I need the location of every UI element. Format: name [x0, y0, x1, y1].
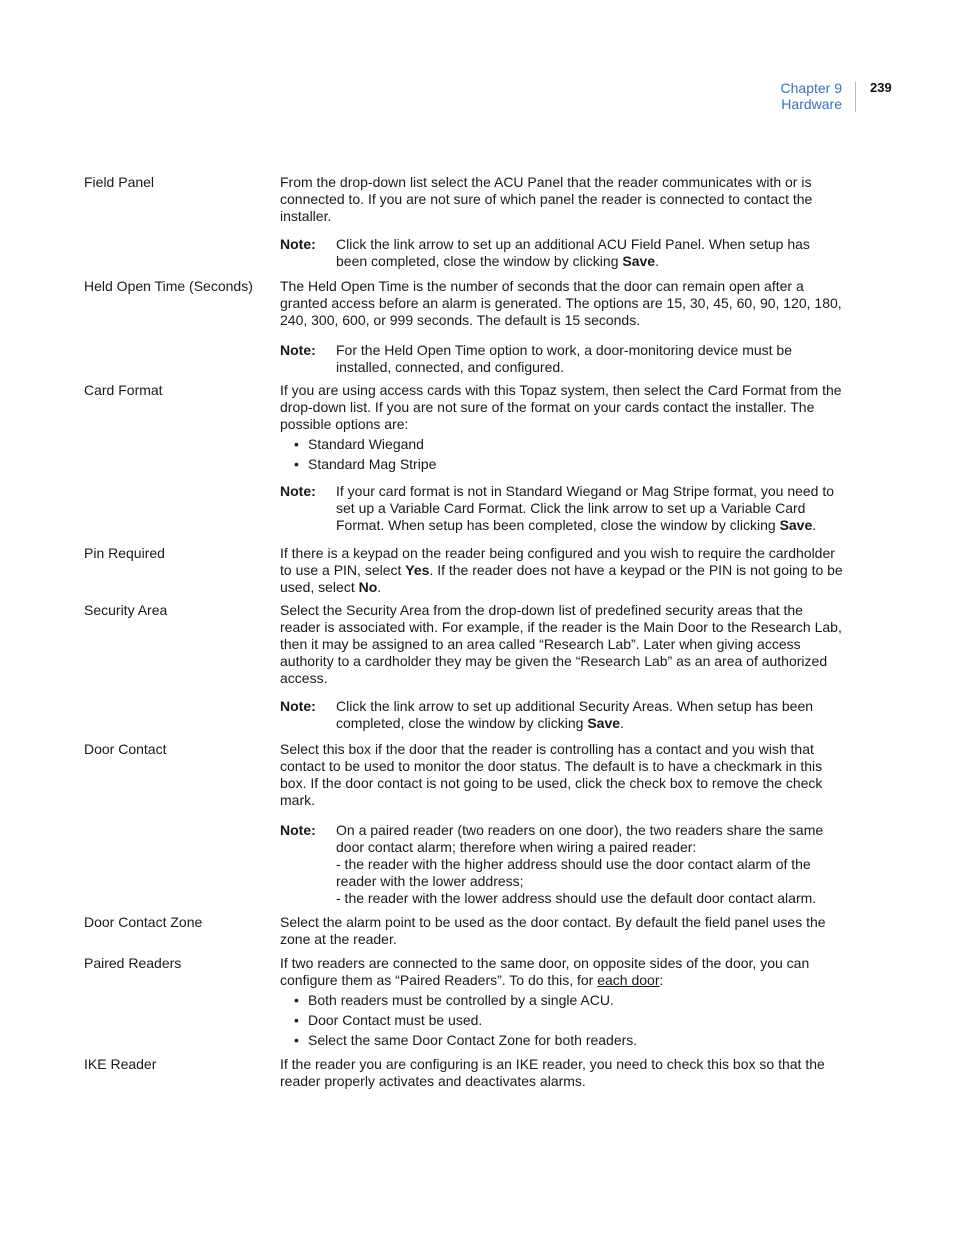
note	[280, 236, 844, 270]
yes-emphasis: Yes	[405, 562, 430, 578]
note-body: If your card format is not in Standard Wiegand or Mag Stripe format, you need to set up a Variable Card Format. Click the link arrow to set up a Variable Card Format. When setup has been completed, close the window by clicking	[336, 483, 835, 533]
row-held-open-time	[84, 278, 844, 376]
each-door-emphasis: each door	[597, 972, 660, 988]
row-ike-reader	[84, 1056, 844, 1090]
desc-field-panel	[280, 174, 844, 270]
row-card-format	[84, 382, 844, 534]
desc-text: The Held Open Time is the number of seconds that the door can remain open after a granted access before an alarm is generated. The options are 15, 30, 45, 60, 90, 120, 180, 240, 300, 600, or 999 seconds. The default is 15 seconds.	[280, 278, 842, 328]
note-body: Click the link arrow to set up additional Security Areas. When setup has been completed, close the window by clicking	[336, 698, 814, 731]
desc-text	[280, 955, 844, 989]
desc-text: Select this box if the door that the reader is controlling has a contact and you wish that contact to be used to monitor the door status. The default is to have a checkmark in this box. If the door contact is not going to be used, click the check box to remove the check mark.	[280, 741, 823, 808]
row-door-contact	[84, 741, 844, 907]
desc-ike-reader	[280, 1056, 844, 1090]
desc-door-contact-zone	[280, 914, 844, 948]
desc-paired-readers	[280, 955, 844, 1049]
note-text	[336, 483, 844, 534]
list-item: • Door Contact must be used.	[280, 1012, 844, 1029]
note-label: Note:	[280, 236, 316, 252]
note-end: .	[812, 517, 817, 533]
row-door-contact-zone	[84, 914, 844, 948]
desc-text: If the reader you are configuring is an IKE reader, you need to check this box so that the reader properly activates and deactivates alarms.	[280, 1056, 825, 1089]
note-text	[336, 698, 844, 732]
note	[280, 822, 844, 907]
row-security-area	[84, 602, 844, 732]
term-paired-readers: Paired Readers	[84, 955, 182, 971]
desc-part: If two readers are connected to the same door, on opposite sides of the door, you can configure them as “Paired Readers”. To do this, for	[280, 955, 810, 988]
note-label: Note:	[280, 342, 316, 358]
desc-text: If you are using access cards with this Topaz system, then select the Card Format from the drop-down list. If you are not sure of the format on your cards contact the installer. The possible options are:	[280, 382, 842, 432]
chapter-title: Hardware	[781, 96, 842, 112]
desc-held-open-time	[280, 278, 844, 376]
list-item: • Both readers must be controlled by a single ACU.	[280, 992, 844, 1009]
save-emphasis: Save	[622, 253, 656, 269]
no-emphasis: No	[358, 579, 378, 595]
list-item: • Standard Wiegand	[280, 436, 844, 453]
desc-pin-required	[280, 545, 844, 596]
term-held-open-time: Held Open Time (Seconds)	[84, 278, 253, 294]
note-label: Note:	[280, 698, 316, 714]
paired-readers-requirements	[280, 992, 844, 1049]
term-ike-reader: IKE Reader	[84, 1056, 157, 1072]
note-line: - the reader with the higher address should use the door contact alarm of the reader with the lower address;	[336, 856, 811, 889]
note	[280, 483, 844, 534]
note-body: Click the link arrow to set up an additional ACU Field Panel. When setup has been completed, close the window by clicking	[336, 236, 810, 269]
desc-text: From the drop-down list select the ACU Panel that the reader communicates with or is connected to. If you are not sure of which panel the reader is connected to contact the installer.	[280, 174, 813, 224]
page-header	[0, 80, 954, 120]
row-pin-required	[84, 545, 844, 596]
chapter-label	[781, 80, 842, 112]
page-number: 239	[870, 80, 892, 95]
desc-part: . If the reader does not have a keypad or the PIN is not going to be used, select	[280, 562, 843, 595]
save-emphasis: Save	[587, 715, 621, 731]
desc-part: .	[377, 579, 382, 595]
list-item: • Select the same Door Contact Zone for both readers.	[280, 1032, 844, 1049]
note-text	[336, 236, 844, 270]
chapter-number: Chapter 9	[780, 80, 842, 96]
note-text	[336, 822, 844, 907]
term-pin-required: Pin Required	[84, 545, 165, 561]
row-field-panel	[84, 174, 844, 270]
term-card-format: Card Format	[84, 382, 163, 398]
term-door-contact: Door Contact	[84, 741, 167, 757]
header-divider	[855, 82, 856, 112]
desc-text	[280, 545, 844, 596]
list-item: • Standard Mag Stripe	[280, 456, 844, 473]
desc-part: :	[659, 972, 664, 988]
desc-text: Select the alarm point to be used as the door contact. By default the field panel uses the zone at the reader.	[280, 914, 826, 947]
save-emphasis: Save	[779, 517, 813, 533]
row-paired-readers	[84, 955, 844, 1052]
note-end: .	[620, 715, 624, 731]
term-door-contact-zone: Door Contact Zone	[84, 914, 203, 930]
note-line: On a paired reader (two readers on one door), the two readers share the same door contact alarm; therefore when wiring a paired reader:	[336, 822, 824, 855]
card-format-options	[280, 436, 844, 473]
desc-part: If there is a keypad on the reader being configured and you wish to require the cardholder to use a PIN, select	[280, 545, 835, 578]
note-line: - the reader with the lower address should use the default door contact alarm.	[336, 890, 817, 906]
note-end: .	[655, 253, 659, 269]
desc-door-contact	[280, 741, 844, 907]
desc-security-area	[280, 602, 844, 732]
note	[280, 698, 844, 732]
desc-text: Select the Security Area from the drop-down list of predefined security areas that the reader is associated with. For example, if the reader is the Main Door to the Research Lab, then it may be assigned to an area called “Research Lab”. Later when giving access authority to a cardholder they may be given the “Research Lab” as an area of authorized access.	[280, 602, 842, 686]
note	[280, 342, 844, 376]
term-security-area: Security Area	[84, 602, 168, 618]
desc-card-format	[280, 382, 844, 534]
note-text: For the Held Open Time option to work, a door-monitoring device must be installed, connected, and configured.	[336, 342, 792, 375]
note-label: Note:	[280, 483, 316, 499]
term-field-panel: Field Panel	[84, 174, 155, 190]
note-label: Note:	[280, 822, 316, 838]
